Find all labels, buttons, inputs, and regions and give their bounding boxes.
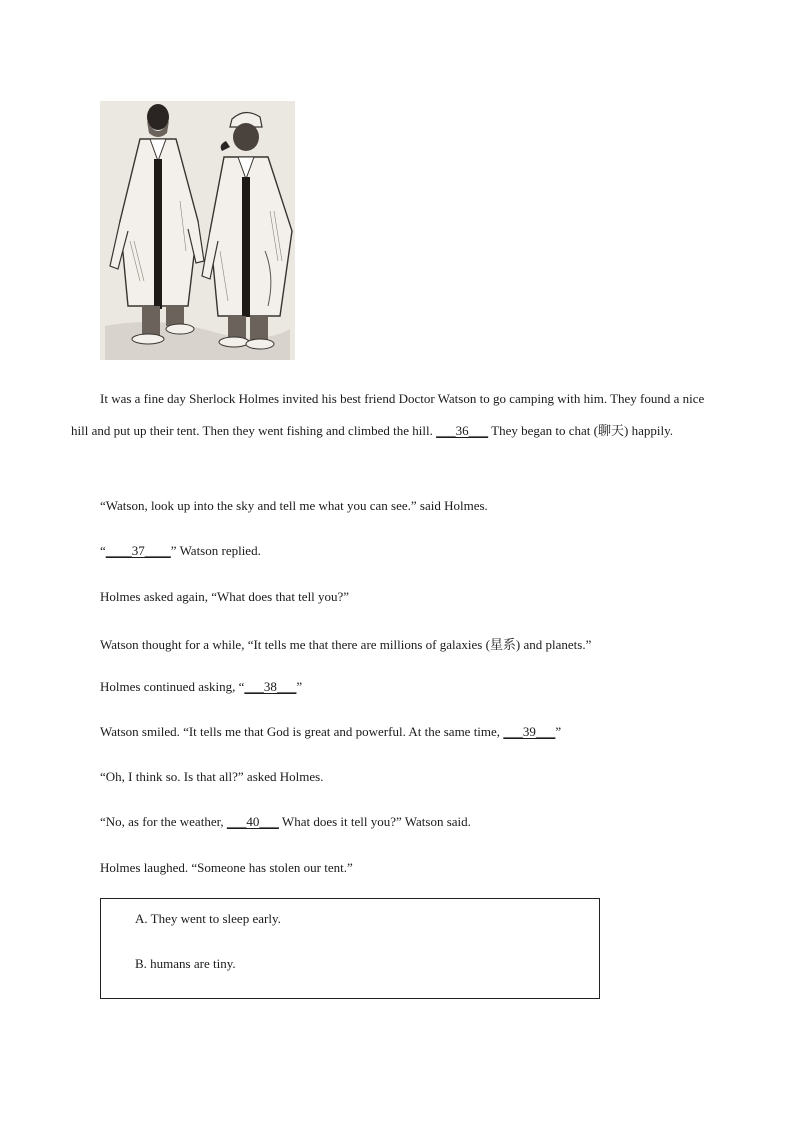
story-intro-paragraph bbox=[71, 383, 721, 447]
quote-close: ” bbox=[555, 724, 562, 739]
watson-weather-text-end: What does it tell you?” Watson said. bbox=[278, 814, 471, 829]
watson-smiled-text: Watson smiled. “It tells me that God is great and powerful. At the same time, bbox=[100, 724, 504, 739]
quote-open: “ bbox=[100, 543, 106, 558]
dialogue-line-watson-reply bbox=[100, 543, 261, 559]
blank-40: ___40___ bbox=[226, 814, 279, 829]
watson-weather-text: “No, as for the weather, bbox=[100, 814, 227, 829]
dialogue-line-holmes-continued bbox=[100, 679, 302, 695]
blank-36: ___36___ bbox=[436, 423, 489, 438]
holmes-watson-illustration bbox=[100, 101, 295, 360]
holmes-and-watson-sketch-icon bbox=[100, 101, 295, 360]
dialogue-line-holmes-asked: Holmes asked again, “What does that tell you?” bbox=[100, 589, 350, 604]
option-a: A. They went to sleep early. bbox=[135, 911, 281, 926]
dialogue-line-watson-weather bbox=[100, 814, 471, 830]
story-intro-text-end: They began to chat (聊天) happily. bbox=[488, 423, 673, 438]
dialogue-line-holmes-is-that-all: “Oh, I think so. Is that all?” asked Holmes. bbox=[100, 769, 324, 784]
dialogue-line-holmes-sky: “Watson, look up into the sky and tell me what you can see.” said Holmes. bbox=[100, 498, 488, 513]
blank-37: ____37____ bbox=[105, 543, 171, 558]
dialogue-line-watson-galaxies: Watson thought for a while, “It tells me that there are millions of galaxies (星系) and planets.” bbox=[100, 637, 592, 652]
quote-close: ” bbox=[296, 679, 303, 694]
blank-39: ___39___ bbox=[503, 724, 556, 739]
dialogue-line-holmes-laughed: Holmes laughed. “Someone has stolen our tent.” bbox=[100, 860, 353, 875]
option-b: B. humans are tiny. bbox=[135, 956, 236, 971]
dialogue-line-watson-smiled bbox=[100, 724, 561, 740]
answer-options-box bbox=[100, 898, 600, 999]
blank-38: ___38___ bbox=[244, 679, 297, 694]
holmes-continued-text: Holmes continued asking, “ bbox=[100, 679, 245, 694]
story-intro-text: It was a fine day Sherlock Holmes invited his best friend Doctor Watson to go camping with him. They found a nice hill and put up their tent. Then they went fishing and climbed the hill. bbox=[71, 391, 705, 438]
watson-replied-text: ” Watson replied. bbox=[170, 543, 261, 558]
